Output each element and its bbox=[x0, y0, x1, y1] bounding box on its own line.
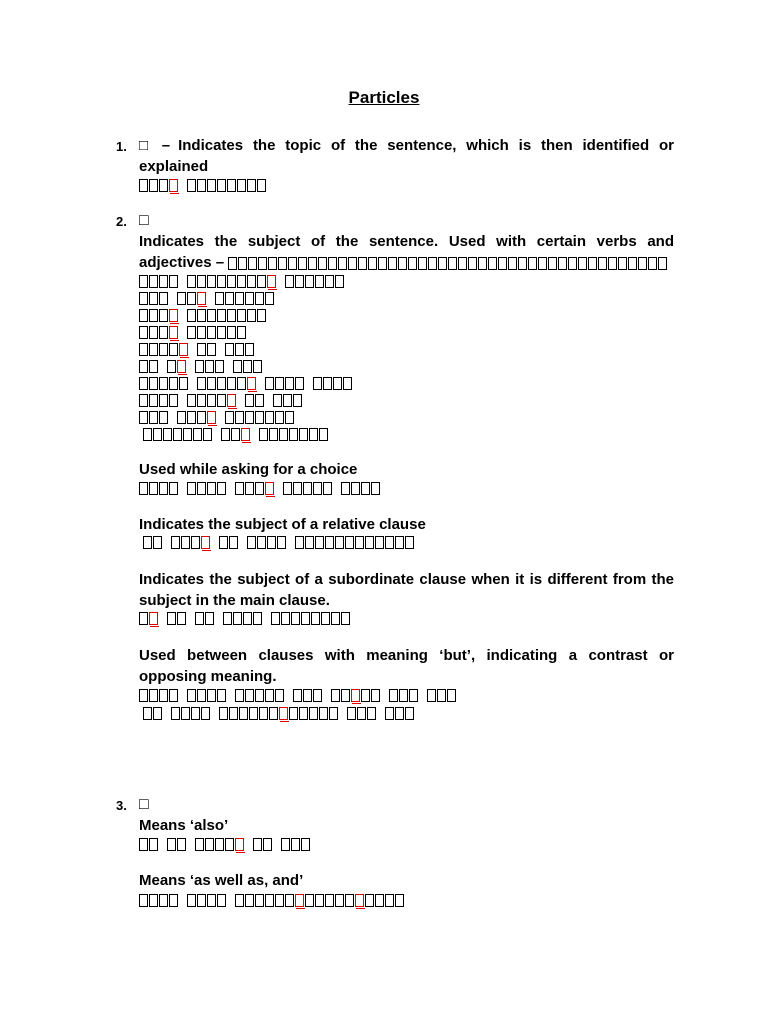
example-line bbox=[139, 374, 353, 390]
example-line bbox=[139, 686, 457, 702]
example-line bbox=[139, 357, 263, 373]
section-heading: Used between clauses with meaning ‘but’, indicating a contrast or opposing meaning. bbox=[139, 647, 674, 685]
particle-glyph: □ bbox=[139, 137, 154, 154]
heading-text: Indicates the topic of the sentence, which is then identified or explained bbox=[139, 137, 674, 175]
example-line bbox=[139, 306, 267, 322]
example-line bbox=[139, 176, 267, 192]
item-glyph-heading: □ bbox=[139, 212, 149, 229]
example-line bbox=[139, 479, 381, 495]
heading-glyphs bbox=[228, 257, 668, 270]
item-number: 1. bbox=[116, 139, 127, 154]
example-line bbox=[143, 704, 415, 720]
example-line bbox=[143, 533, 415, 549]
page-title: Particles bbox=[348, 88, 420, 107]
example-line bbox=[139, 323, 247, 339]
example-line bbox=[139, 835, 311, 851]
example-line bbox=[139, 340, 255, 356]
example-line bbox=[139, 289, 275, 305]
item-glyph-heading: □ bbox=[139, 796, 149, 813]
example-line bbox=[139, 408, 295, 424]
item-number: 3. bbox=[116, 798, 127, 813]
section-heading: Indicates the subject of a subordinate clause when it is different from the subject in the main clause. bbox=[139, 571, 674, 609]
item-heading bbox=[139, 231, 674, 273]
example-line bbox=[139, 609, 351, 625]
section-heading: Indicates the subject of a relative clause bbox=[139, 516, 426, 533]
example-line bbox=[139, 391, 303, 407]
section-heading: Means ‘as well as, and’ bbox=[139, 872, 304, 889]
heading-dash: – bbox=[161, 137, 171, 154]
example-line bbox=[143, 425, 329, 441]
item-number: 2. bbox=[116, 214, 127, 229]
example-line bbox=[139, 891, 405, 907]
section-heading: Used while asking for a choice bbox=[139, 461, 358, 478]
heading-text: Indicates the subject of the sentence. Used with certain verbs and adjectives – bbox=[139, 233, 674, 271]
example-line bbox=[139, 272, 345, 288]
section-heading: Means ‘also’ bbox=[139, 817, 229, 834]
item-heading bbox=[139, 135, 674, 177]
